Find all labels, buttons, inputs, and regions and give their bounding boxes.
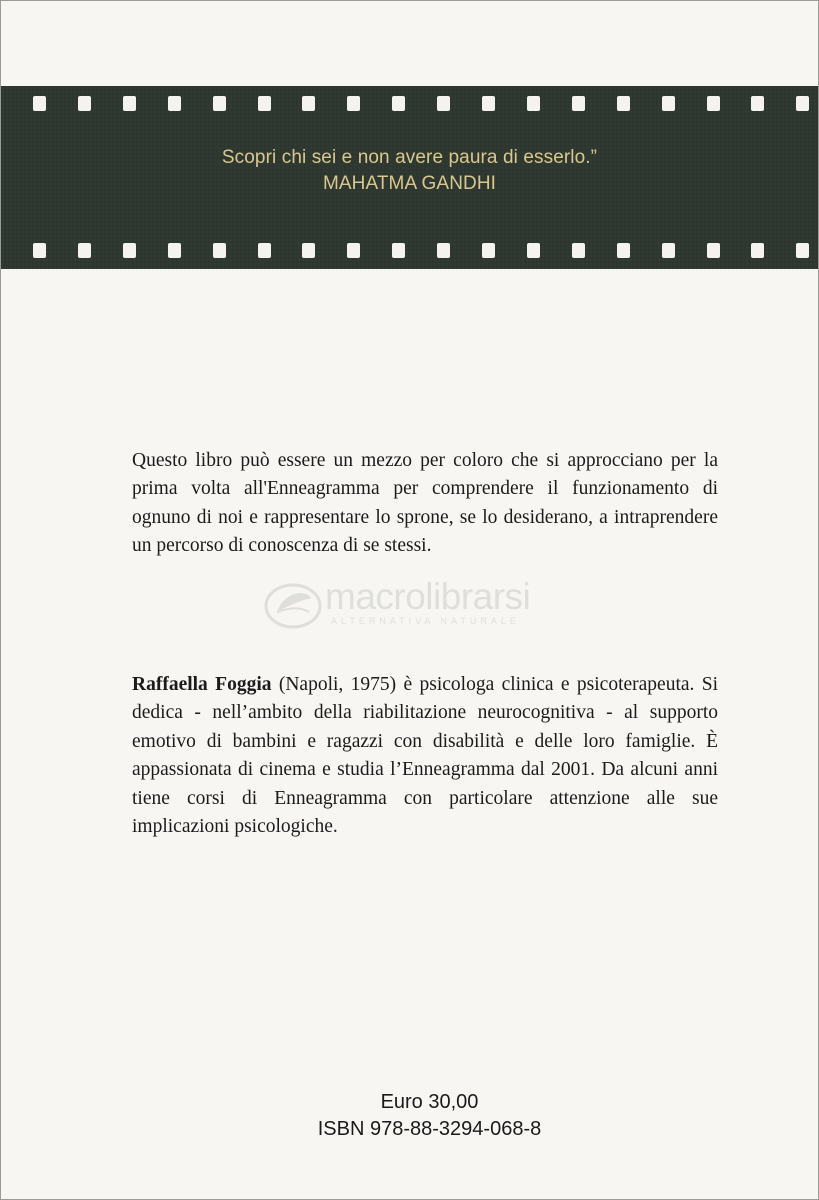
film-perforation — [347, 96, 360, 111]
film-perforation — [258, 96, 271, 111]
film-perforation — [168, 243, 181, 258]
film-perforation — [482, 243, 495, 258]
film-perforation — [437, 243, 450, 258]
film-perforation — [123, 96, 136, 111]
film-perforation — [392, 96, 405, 111]
watermark-tagline: ALTERNATIVA NATURALE — [331, 616, 520, 626]
film-perforation — [527, 96, 540, 111]
film-perforation — [796, 96, 809, 111]
film-perforation — [662, 243, 675, 258]
filmstrip-banner — [1, 86, 818, 269]
leaf-logo-icon — [263, 582, 323, 630]
author-bio — [132, 671, 718, 841]
film-perforation — [347, 243, 360, 258]
film-perforation — [302, 243, 315, 258]
film-perforation — [707, 243, 720, 258]
film-perforation — [123, 243, 136, 258]
film-perforation — [751, 243, 764, 258]
quote-author: MAHATMA GANDHI — [322, 173, 497, 194]
film-perforation — [302, 96, 315, 111]
film-perforation — [482, 96, 495, 111]
watermark — [263, 576, 563, 636]
watermark-name: macrolibrarsi — [325, 576, 531, 617]
film-perforation — [617, 96, 630, 111]
film-perforation — [751, 96, 764, 111]
film-perforation — [796, 243, 809, 258]
book-blurb: Questo libro può essere un mezzo per coloro che si approcciano per la prima volta all'Enneagramma per comprendere il funzionamento di ognuno di noi e rappresentare lo sprone, se lo desiderano, a intraprendere un percorso di conoscenza di se stessi. — [132, 450, 718, 557]
price: Euro 30,00 — [380, 1091, 479, 1113]
film-perforation — [527, 243, 540, 258]
film-perforation — [662, 96, 675, 111]
film-perforation — [213, 96, 226, 111]
film-perforation — [213, 243, 226, 258]
film-perforation — [33, 243, 46, 258]
isbn: ISBN 978-88-3294-068-8 — [317, 1118, 542, 1140]
film-perforation — [572, 96, 585, 111]
film-perforation — [437, 96, 450, 111]
author-name: Raffaella Foggia — [132, 674, 272, 695]
film-perforation — [617, 243, 630, 258]
film-perforation — [572, 243, 585, 258]
film-perforation — [78, 96, 91, 111]
film-perforation — [392, 243, 405, 258]
film-perforation — [78, 243, 91, 258]
film-perforation — [258, 243, 271, 258]
author-bio-text: (Napoli, 1975) è psicologa clinica e psicoterapeuta. Si dedica - nell’ambito della riabilitazione neurocognitiva - al supporto emotivo di bambini e ragazzi con disabilità e delle loro famiglie. È appassionata di cinema e studia l’Enneagramma dal 2001. Da alcuni anni tiene corsi di Enneagramma con particolare attenzione alle sue implicazioni psicologiche. — [132, 674, 719, 838]
film-perforation — [168, 96, 181, 111]
filmstrip-perforations-top — [1, 96, 818, 112]
film-perforation — [33, 96, 46, 111]
filmstrip-perforations-bottom — [1, 243, 818, 259]
quote-text: Scopri chi sei e non avere paura di esserlo.” — [221, 147, 598, 168]
film-perforation — [707, 96, 720, 111]
